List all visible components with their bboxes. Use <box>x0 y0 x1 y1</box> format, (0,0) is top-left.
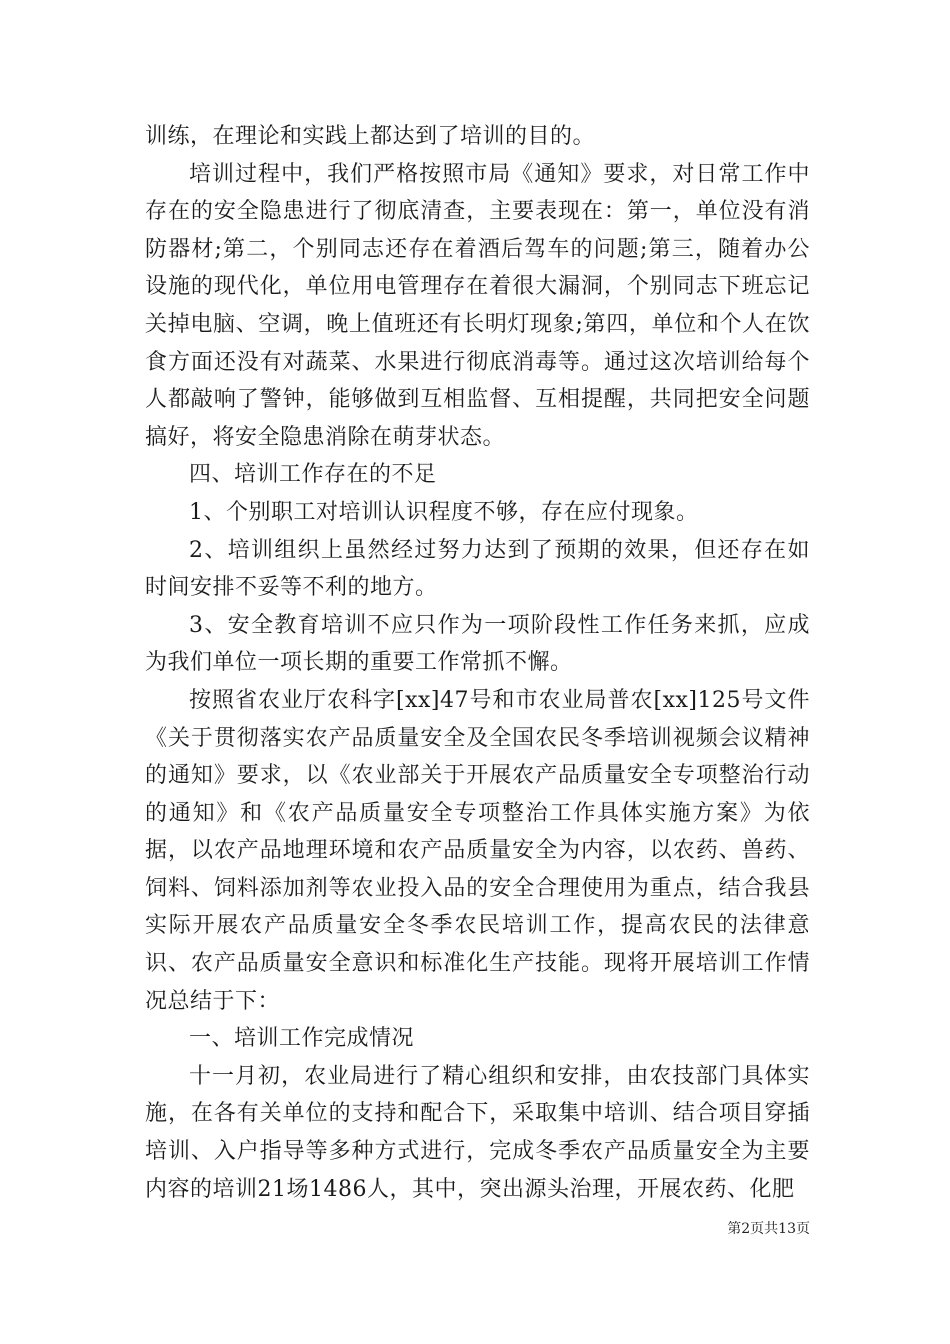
document-body <box>145 118 810 1208</box>
list-item-shortcoming-1: 1、个别职工对培训认识程度不够，存在应付现象。 <box>189 499 699 525</box>
paragraph-continuation: 训练，在理论和实践上都达到了培训的目的。 <box>145 124 596 149</box>
section-heading-completion: 一、培训工作完成情况 <box>189 1026 415 1052</box>
paragraph-agri-training-intro: 按照省农业厅农科字[xx]47号和市农业局普农[xx]125号文件《关于贯彻落实农产品质量安全及全国农民冬季培训视频会议精神的通知》要求，以《农业部关于开展农产品质量安全专项整治行动的通知》和《农产品质量安全专项整治工作具体实施方案》为依据，以农产品地理环境和农产品质量安全为内容，以农药、兽药、饲料、饲料添加剂等农业投入品的安全合理使用为重点，结合我县实际开展农产品质量安全冬季农民培训工作，提高农民的法律意识、农产品质量安全意识和标准化生产技能。现将开展培训工作情况总结于下： <box>145 687 810 1014</box>
list-item-shortcoming-2: 2、培训组织上虽然经过努力达到了预期的效果，但还存在如时间安排不妥等不利的地方。 <box>145 537 810 601</box>
paragraph-training-process: 培训过程中，我们严格按照市局《通知》要求，对日常工作中存在的安全隐患进行了彻底清查，主要表现在：第一，单位没有消防器材;第二，个别同志还存在着酒后驾车的问题;第三，随着办公设施的现代化，单位用电管理存在着很大漏洞，个别同志下班忘记关掉电脑、空调，晚上值班还有长明灯现象;第四，单位和个人在饮食方面还没有对蔬菜、水果进行彻底消毒等。通过这次培训给每个人都敲响了警钟，能够做到互相监督、互相提醒，共同把安全问题搞好，将安全隐患消除在萌芽状态。 <box>145 161 810 450</box>
paragraph-completion-details: 十一月初，农业局进行了精心组织和安排，由农技部门具体实施，在各有关单位的支持和配合下，采取集中培训、结合项目穿插培训、入户指导等多种方式进行，完成冬季农产品质量安全为主要内容的培训21场1486人，其中，突出源头治理，开展农药、化肥 <box>145 1063 810 1202</box>
page-number-footer: 第2页共13页 <box>727 1221 810 1237</box>
section-heading-shortcomings: 四、培训工作存在的不足 <box>189 462 437 488</box>
list-item-shortcoming-3: 3、安全教育培训不应只作为一项阶段性工作任务来抓，应成为我们单位一项长期的重要工作常抓不懈。 <box>145 612 810 676</box>
